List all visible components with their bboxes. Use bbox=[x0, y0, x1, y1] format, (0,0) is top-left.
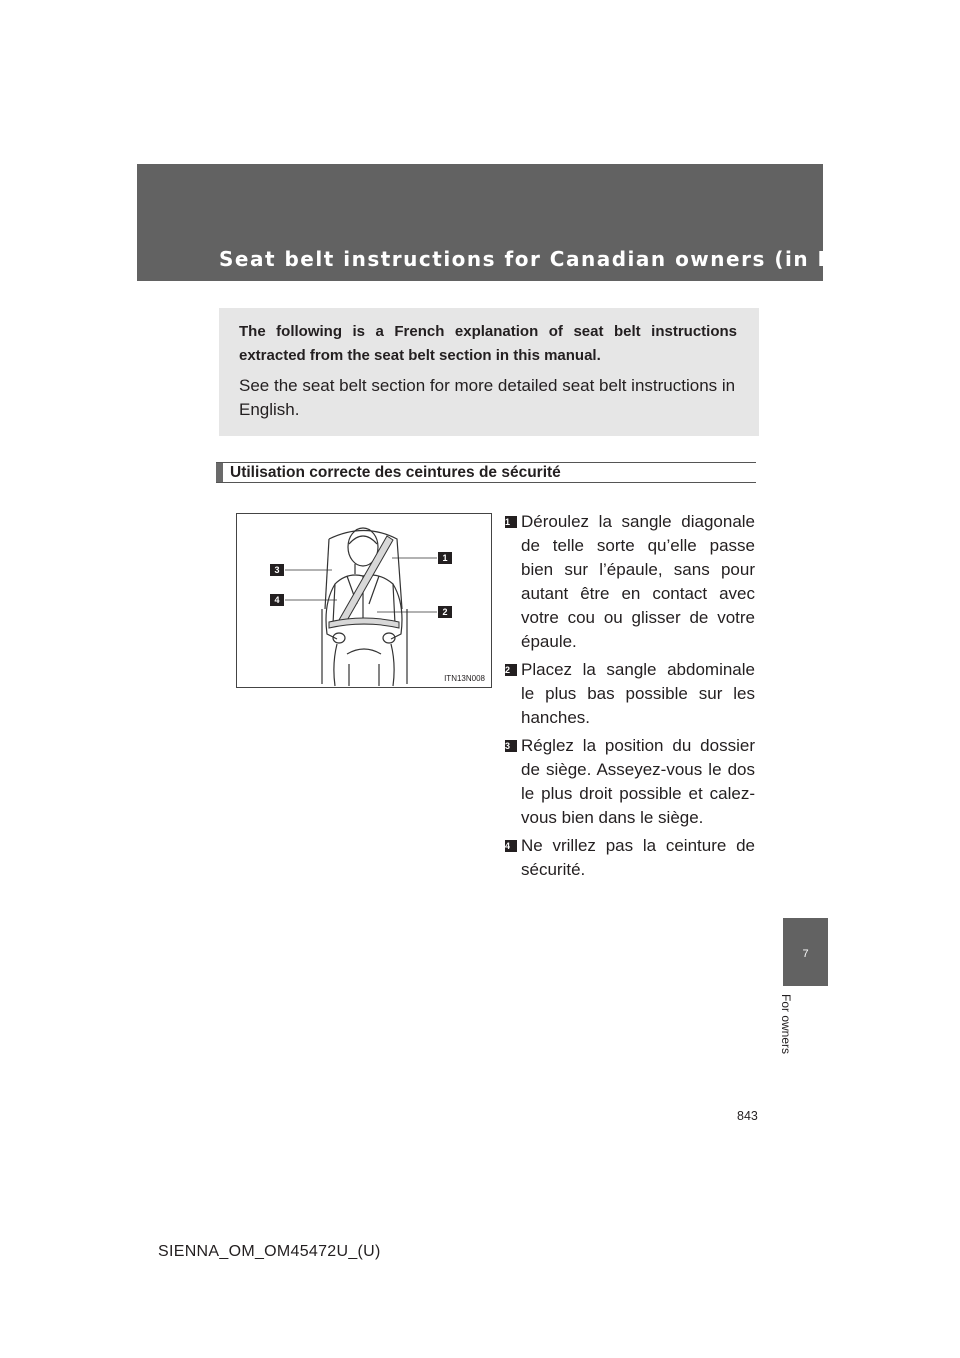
page-number: 843 bbox=[737, 1109, 758, 1123]
seated-person-drawing bbox=[237, 514, 491, 687]
callout-1 bbox=[438, 552, 452, 564]
section-title: Utilisation correcte des ceintures de sécurité bbox=[230, 464, 561, 481]
step-number-badge: 4 bbox=[505, 840, 517, 852]
step-text: Ne vrillez pas la ceinture de sécurité. bbox=[521, 836, 755, 879]
page-title: Seat belt instructions for Canadian owners (in French) bbox=[219, 247, 914, 271]
intro-text: See the seat belt section for more detailed seat belt instructions in English. bbox=[239, 376, 736, 419]
step-list bbox=[505, 510, 755, 886]
step-text: Réglez la position du dossier de siège. Asseyez-vous le dos le plus droit possible et calez-vous bien dans le siège. bbox=[521, 736, 755, 827]
figure-id: ITN13N008 bbox=[444, 674, 485, 683]
step-item bbox=[505, 510, 755, 654]
callout-3 bbox=[270, 564, 284, 576]
chapter-number: 7 bbox=[802, 948, 809, 960]
chapter-tab bbox=[783, 918, 828, 986]
seat-belt-illustration bbox=[236, 513, 492, 688]
step-text: Placez la sangle abdominale le plus bas possible sur les hanches. bbox=[521, 660, 755, 727]
section-heading bbox=[216, 462, 756, 483]
chapter-header bbox=[137, 164, 914, 281]
callout-4 bbox=[270, 594, 284, 606]
step-item bbox=[505, 734, 755, 830]
svg-text:3: 3 bbox=[274, 565, 280, 575]
step-item bbox=[505, 834, 755, 882]
step-text: Déroulez la sangle diagonale de telle sorte qu’elle passe bien sur l’épaule, sans pour autant être en contact avec votre cou ou glisser de votre épaule. bbox=[521, 512, 755, 651]
step-number-badge: 3 bbox=[505, 740, 517, 752]
section-marker bbox=[216, 463, 223, 482]
chapter-label: For owners bbox=[779, 994, 793, 1055]
svg-text:2: 2 bbox=[442, 607, 448, 617]
intro-box bbox=[219, 308, 759, 436]
step-number-badge: 1 bbox=[505, 516, 517, 528]
svg-text:4: 4 bbox=[274, 595, 280, 605]
step-item bbox=[505, 658, 755, 730]
footer-doc-code: SIENNA_OM_OM45472U_(U) bbox=[158, 1243, 381, 1260]
callout-2 bbox=[438, 606, 452, 618]
svg-text:1: 1 bbox=[442, 553, 448, 563]
intro-bold-text: The following is a French explanation of seat belt instructions extracted from the seat belt section in this manual. bbox=[239, 323, 737, 364]
step-number-badge: 2 bbox=[505, 664, 517, 676]
